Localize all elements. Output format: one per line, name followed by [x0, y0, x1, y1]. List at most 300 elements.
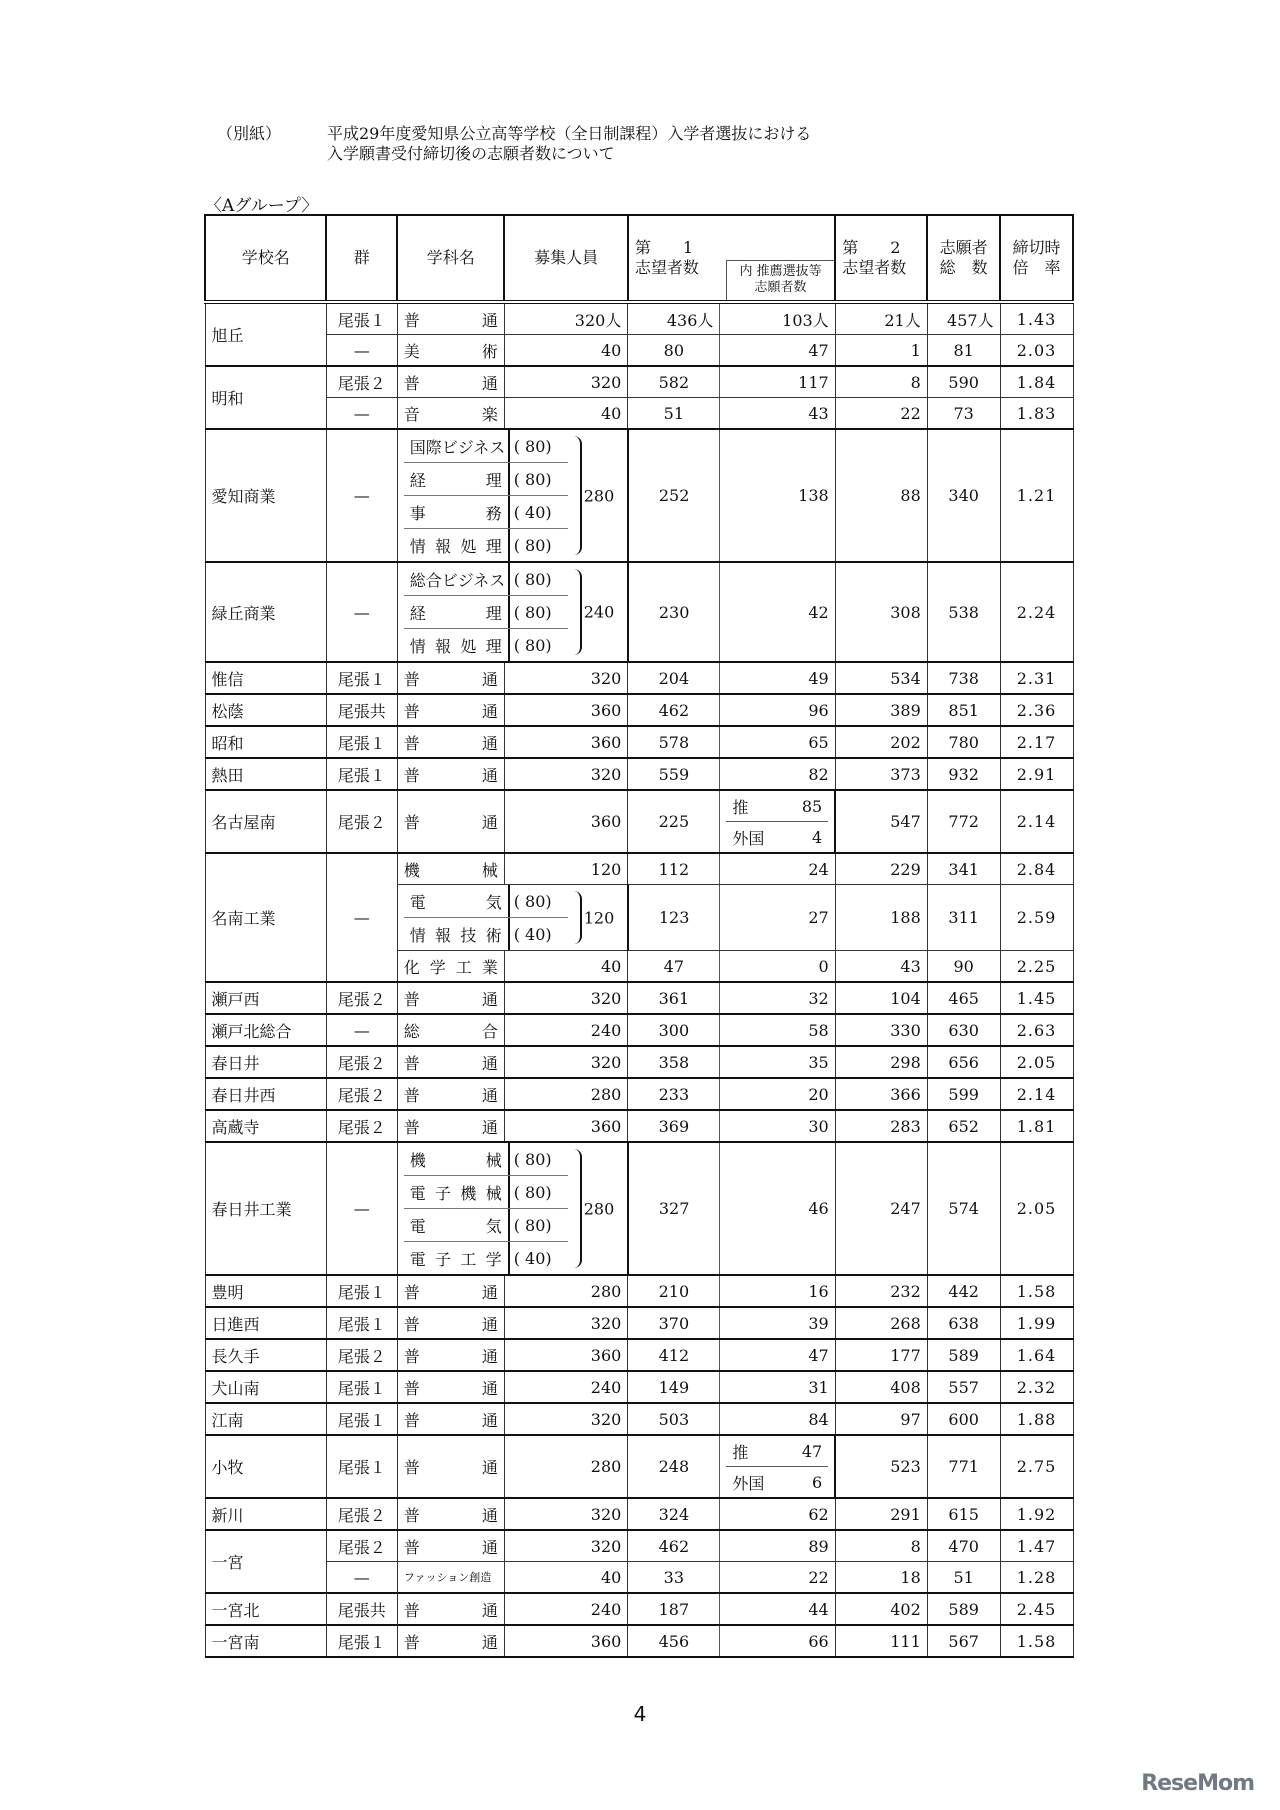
- first-choice: 582: [628, 366, 720, 398]
- sub-capacity: ( 80): [513, 602, 552, 622]
- recommend: 27: [720, 885, 835, 951]
- table-row: [205, 694, 1073, 726]
- second-choice: 408: [835, 1371, 927, 1403]
- ratio: 2.36: [1000, 694, 1073, 726]
- recommend: 96: [720, 694, 835, 726]
- sub-dept: 電 気: [409, 892, 502, 912]
- first-choice: 123: [628, 885, 720, 951]
- total: 656: [927, 1046, 1000, 1078]
- ratio: 2.25: [1000, 951, 1073, 983]
- dept: 普通: [397, 1403, 504, 1435]
- recommend: 84: [720, 1403, 835, 1435]
- first-choice: 300: [628, 1014, 720, 1046]
- ratio: 2.31: [1000, 662, 1073, 694]
- first-choice: 33: [628, 1562, 720, 1594]
- col-capacity: 募集人員: [504, 215, 627, 302]
- school-name: 一宮: [205, 1530, 326, 1593]
- recommend: 16: [720, 1275, 835, 1307]
- second-choice: 8: [835, 1530, 927, 1562]
- col-recommend: 内 推薦選抜等 志願者数: [726, 260, 834, 300]
- dept: 普通: [397, 366, 504, 398]
- table-row: [205, 1078, 1073, 1110]
- recommend: 117: [720, 366, 835, 398]
- recommend: 58: [720, 1014, 835, 1046]
- ratio: 2.14: [1000, 790, 1073, 853]
- ratio: 2.75: [1000, 1435, 1073, 1498]
- school-name: 犬山南: [205, 1371, 326, 1403]
- sub-dept: 情 報 処 理: [409, 636, 502, 656]
- group: 尾張２: [326, 1078, 397, 1110]
- second-choice: 88: [835, 429, 927, 562]
- recommend-split: [720, 790, 835, 853]
- dept: 普通: [397, 1046, 504, 1078]
- capacity: 280: [583, 486, 615, 505]
- sub-dept: 機 械: [409, 1150, 502, 1170]
- first-choice: 47: [628, 951, 720, 983]
- first-choice: 358: [628, 1046, 720, 1078]
- school-name: 松蔭: [205, 694, 326, 726]
- applicants-table: [204, 214, 1074, 1658]
- table-row: [205, 1142, 1073, 1275]
- capacity: 280: [583, 1199, 615, 1218]
- group: 尾張２: [326, 1530, 397, 1562]
- document-title: [327, 124, 811, 164]
- school-name: 一宮北: [205, 1593, 326, 1625]
- recommend: 30: [720, 1110, 835, 1142]
- recommend: 24: [720, 853, 835, 885]
- first-choice: 370: [628, 1307, 720, 1339]
- dept: 普通: [397, 1078, 504, 1110]
- group: —: [326, 1014, 397, 1046]
- dept: 美術: [397, 335, 504, 367]
- second-choice: 247: [835, 1142, 927, 1275]
- second-choice: 389: [835, 694, 927, 726]
- first-choice: 248: [628, 1435, 720, 1498]
- total: 589: [927, 1593, 1000, 1625]
- group: 尾張２: [326, 790, 397, 853]
- capacity: 40: [504, 335, 627, 367]
- first-choice: 369: [628, 1110, 720, 1142]
- table-row: [205, 562, 1073, 662]
- table-row: [205, 1339, 1073, 1371]
- school-name: 名南工業: [205, 853, 326, 982]
- recommend: 49: [720, 662, 835, 694]
- recommend: 66: [720, 1625, 835, 1657]
- group: —: [326, 853, 397, 982]
- capacity: 360: [504, 726, 627, 758]
- capacity: 40: [504, 1562, 627, 1594]
- table-row: [205, 1530, 1073, 1562]
- recommend: 46: [720, 1142, 835, 1275]
- ratio: 2.17: [1000, 726, 1073, 758]
- school-name: 一宮南: [205, 1625, 326, 1657]
- table-row: [205, 1403, 1073, 1435]
- rec-value: 47: [801, 1441, 823, 1461]
- sub-capacity: ( 80): [513, 1182, 552, 1202]
- recommend: 62: [720, 1498, 835, 1530]
- group: 尾張１: [326, 1435, 397, 1498]
- capacity: 240: [504, 1371, 627, 1403]
- ratio: 1.47: [1000, 1530, 1073, 1562]
- school-name: 新川: [205, 1498, 326, 1530]
- brace-icon: [568, 430, 621, 561]
- recommend: 47: [720, 1339, 835, 1371]
- total: 90: [927, 951, 1000, 983]
- first-choice: 462: [628, 1530, 720, 1562]
- table-row: [205, 758, 1073, 790]
- sub-capacity: ( 80): [513, 469, 552, 489]
- rec-value: 4: [812, 827, 823, 847]
- recommend: 22: [720, 1562, 835, 1594]
- first-choice: 436人: [628, 302, 720, 335]
- table-row: [205, 1435, 1073, 1498]
- ratio: 2.03: [1000, 335, 1073, 367]
- second-choice: 298: [835, 1046, 927, 1078]
- dept: 普通: [397, 790, 504, 853]
- recommend: 103人: [720, 302, 835, 335]
- ratio: 2.32: [1000, 1371, 1073, 1403]
- recommend: 65: [720, 726, 835, 758]
- first-choice: 327: [628, 1142, 720, 1275]
- total: 538: [927, 562, 1000, 662]
- capacity: 320: [504, 1530, 627, 1562]
- first-choice: 252: [628, 429, 720, 562]
- sub-capacity: ( 80): [513, 1149, 552, 1169]
- school-name: 春日井: [205, 1046, 326, 1078]
- capacity: 320: [504, 982, 627, 1014]
- first-choice: 233: [628, 1078, 720, 1110]
- sub-dept: 電 気: [409, 1216, 502, 1236]
- table-row: [205, 398, 1073, 430]
- first-choice: 230: [628, 562, 720, 662]
- group: —: [326, 1562, 397, 1594]
- page-number: 4: [633, 1702, 647, 1726]
- table-row: [205, 366, 1073, 398]
- school-name: 江南: [205, 1403, 326, 1435]
- second-choice: 402: [835, 1593, 927, 1625]
- dept: 音楽: [397, 398, 504, 430]
- total: 638: [927, 1307, 1000, 1339]
- recommend: 138: [720, 429, 835, 562]
- school-name: 長久手: [205, 1339, 326, 1371]
- ratio: 2.05: [1000, 1142, 1073, 1275]
- table-row: [205, 1371, 1073, 1403]
- first-choice: 149: [628, 1371, 720, 1403]
- school-name: 高蔵寺: [205, 1110, 326, 1142]
- capacity: 320: [504, 1307, 627, 1339]
- brace-icon: [568, 1143, 621, 1274]
- rec-label: 推: [732, 797, 749, 817]
- group: —: [326, 335, 397, 367]
- total: 600: [927, 1403, 1000, 1435]
- school-name: 旭丘: [205, 302, 326, 366]
- sub-capacity: ( 80): [513, 436, 552, 456]
- capacity: 320: [504, 662, 627, 694]
- watermark-logo: ReseMom: [1141, 1771, 1254, 1796]
- group: 尾張２: [326, 1339, 397, 1371]
- brace-icon: [568, 563, 621, 661]
- group: 尾張１: [326, 1371, 397, 1403]
- group: 尾張１: [326, 1307, 397, 1339]
- second-choice: 97: [835, 1403, 927, 1435]
- capacity: 40: [504, 951, 627, 983]
- ratio: 1.92: [1000, 1498, 1073, 1530]
- first-choice: 80: [628, 335, 720, 367]
- recommend: 44: [720, 1593, 835, 1625]
- second-choice: 330: [835, 1014, 927, 1046]
- recommend: 47: [720, 335, 835, 367]
- ratio: 2.45: [1000, 1593, 1073, 1625]
- recommend: 89: [720, 1530, 835, 1562]
- rec-label: 外国: [732, 1473, 765, 1493]
- second-choice: 229: [835, 853, 927, 885]
- total: 738: [927, 662, 1000, 694]
- ratio: 1.58: [1000, 1275, 1073, 1307]
- second-choice: 22: [835, 398, 927, 430]
- dept: 普通: [397, 982, 504, 1014]
- group: 尾張共: [326, 1593, 397, 1625]
- school-name: 小牧: [205, 1435, 326, 1498]
- recommend: 0: [720, 951, 835, 983]
- dept: 普通: [397, 1339, 504, 1371]
- total: 81: [927, 335, 1000, 367]
- dept-group: [397, 562, 628, 662]
- total: 630: [927, 1014, 1000, 1046]
- dept: 普通: [397, 662, 504, 694]
- second-choice: 43: [835, 951, 927, 983]
- sub-capacity: ( 80): [513, 891, 552, 911]
- first-choice: 210: [628, 1275, 720, 1307]
- total: 442: [927, 1275, 1000, 1307]
- recommend-split: [720, 1435, 835, 1498]
- total: 932: [927, 758, 1000, 790]
- total: 567: [927, 1625, 1000, 1657]
- second-choice: 308: [835, 562, 927, 662]
- capacity: 120: [504, 853, 627, 885]
- ratio: 1.84: [1000, 366, 1073, 398]
- col-total: 志願者 総 数: [927, 215, 1000, 302]
- sub-dept: 事 務: [409, 503, 502, 523]
- ratio: 2.24: [1000, 562, 1073, 662]
- capacity: 240: [583, 602, 615, 622]
- group: 尾張１: [326, 1403, 397, 1435]
- dept-group: [397, 429, 628, 562]
- ratio: 2.91: [1000, 758, 1073, 790]
- dept-group: [397, 885, 628, 951]
- dept: 普通: [397, 1371, 504, 1403]
- second-choice: 373: [835, 758, 927, 790]
- group: 尾張１: [326, 726, 397, 758]
- rec-label: 推: [732, 1442, 749, 1462]
- second-choice: 21人: [835, 302, 927, 335]
- recommend: 31: [720, 1371, 835, 1403]
- table-row: [205, 790, 1073, 853]
- school-name: 豊明: [205, 1275, 326, 1307]
- dept: 普通: [397, 1498, 504, 1530]
- dept: 普通: [397, 758, 504, 790]
- total: 615: [927, 1498, 1000, 1530]
- sub-capacity: ( 40): [513, 502, 552, 522]
- second-choice: 268: [835, 1307, 927, 1339]
- dept: ファッション創造: [397, 1562, 504, 1594]
- capacity: 320: [504, 758, 627, 790]
- capacity: 360: [504, 1110, 627, 1142]
- second-choice: 202: [835, 726, 927, 758]
- first-choice: 204: [628, 662, 720, 694]
- second-choice: 18: [835, 1562, 927, 1594]
- total: 470: [927, 1530, 1000, 1562]
- total: 851: [927, 694, 1000, 726]
- total: 457人: [927, 302, 1000, 335]
- sub-capacity: ( 40): [513, 924, 552, 944]
- recommend: 42: [720, 562, 835, 662]
- ratio: 1.21: [1000, 429, 1073, 562]
- first-choice: 225: [628, 790, 720, 853]
- second-choice: 534: [835, 662, 927, 694]
- group: —: [326, 429, 397, 562]
- ratio: 2.59: [1000, 885, 1073, 951]
- group: 尾張共: [326, 694, 397, 726]
- total: 341: [927, 853, 1000, 885]
- table-row: [205, 1110, 1073, 1142]
- table-row: [205, 429, 1073, 562]
- title-line-2: 入学願書受付締切後の志願者数について: [327, 144, 615, 163]
- total: 772: [927, 790, 1000, 853]
- capacity: 320: [504, 1046, 627, 1078]
- rec-value: 6: [812, 1472, 823, 1492]
- school-name: 愛知商業: [205, 429, 326, 562]
- sub-capacity: ( 80): [513, 569, 552, 589]
- table-row: [205, 853, 1073, 885]
- first-choice: 361: [628, 982, 720, 1014]
- dept: 機 械: [397, 853, 504, 885]
- dept: 普通: [397, 1435, 504, 1498]
- capacity: 320: [504, 366, 627, 398]
- table-row: [205, 1625, 1073, 1657]
- ratio: 2.63: [1000, 1014, 1073, 1046]
- sub-dept: 情 報 処 理: [409, 536, 502, 556]
- ratio: 1.43: [1000, 302, 1073, 335]
- second-choice: 291: [835, 1498, 927, 1530]
- second-choice: 232: [835, 1275, 927, 1307]
- capacity: 240: [504, 1593, 627, 1625]
- ratio: 1.58: [1000, 1625, 1073, 1657]
- ratio: 2.84: [1000, 853, 1073, 885]
- school-name: 瀬戸北総合: [205, 1014, 326, 1046]
- group: 尾張１: [326, 1275, 397, 1307]
- capacity: 320人: [504, 302, 627, 335]
- dept: 普通: [397, 1307, 504, 1339]
- ratio: 1.28: [1000, 1562, 1073, 1594]
- total: 51: [927, 1562, 1000, 1594]
- first-choice: 187: [628, 1593, 720, 1625]
- ratio: 2.14: [1000, 1078, 1073, 1110]
- rec-label: 外国: [732, 828, 765, 848]
- dept: 普通: [397, 1530, 504, 1562]
- total: 652: [927, 1110, 1000, 1142]
- second-choice: 104: [835, 982, 927, 1014]
- group: 尾張２: [326, 1110, 397, 1142]
- table-row: [205, 1562, 1073, 1594]
- table-row: [205, 1593, 1073, 1625]
- group: 尾張２: [326, 982, 397, 1014]
- first-choice: 462: [628, 694, 720, 726]
- school-name: 春日井西: [205, 1078, 326, 1110]
- dept: 普通: [397, 1593, 504, 1625]
- rec-value: 85: [801, 796, 823, 816]
- total: 465: [927, 982, 1000, 1014]
- capacity: 280: [504, 1435, 627, 1498]
- recommend: 20: [720, 1078, 835, 1110]
- group: —: [326, 398, 397, 430]
- brace-icon: [568, 885, 621, 950]
- dept: 普通: [397, 726, 504, 758]
- total: 771: [927, 1435, 1000, 1498]
- second-choice: 523: [835, 1435, 927, 1498]
- group: —: [326, 562, 397, 662]
- ratio: 1.83: [1000, 398, 1073, 430]
- capacity: 360: [504, 1625, 627, 1657]
- recommend: 39: [720, 1307, 835, 1339]
- second-choice: 283: [835, 1110, 927, 1142]
- ratio: 1.64: [1000, 1339, 1073, 1371]
- sub-dept: 経 理: [409, 603, 502, 623]
- sub-capacity: ( 80): [513, 1215, 552, 1235]
- capacity: 360: [504, 790, 627, 853]
- group: 尾張２: [326, 1498, 397, 1530]
- dept: 普通: [397, 302, 504, 335]
- first-choice: 112: [628, 853, 720, 885]
- sub-dept: 電 子 機 械: [409, 1183, 502, 1203]
- capacity: 320: [504, 1498, 627, 1530]
- table-row: [205, 1014, 1073, 1046]
- group-label: 〈Aグループ〉: [205, 196, 319, 216]
- capacity: 240: [504, 1014, 627, 1046]
- ratio: 1.45: [1000, 982, 1073, 1014]
- col-dept: 学科名: [397, 215, 504, 302]
- capacity: 360: [504, 1339, 627, 1371]
- ratio: 1.81: [1000, 1110, 1073, 1142]
- second-choice: 547: [835, 790, 927, 853]
- second-choice: 188: [835, 885, 927, 951]
- dept: 総合: [397, 1014, 504, 1046]
- sub-capacity: ( 80): [513, 635, 552, 655]
- dept: 普通: [397, 1110, 504, 1142]
- attachment-label: （別紙）: [217, 124, 282, 143]
- total: 311: [927, 885, 1000, 951]
- capacity: 280: [504, 1275, 627, 1307]
- total: 557: [927, 1371, 1000, 1403]
- total: 73: [927, 398, 1000, 430]
- table-row: [205, 1307, 1073, 1339]
- school-name: 瀬戸西: [205, 982, 326, 1014]
- dept: 化 学 工 業: [397, 951, 504, 983]
- sub-dept: 情 報 技 術: [409, 925, 502, 945]
- first-choice: 559: [628, 758, 720, 790]
- school-name: 日進西: [205, 1307, 326, 1339]
- total: 599: [927, 1078, 1000, 1110]
- group: 尾張２: [326, 366, 397, 398]
- group: —: [326, 1142, 397, 1275]
- first-choice: 51: [628, 398, 720, 430]
- table-row: [205, 302, 1073, 335]
- capacity: 280: [504, 1078, 627, 1110]
- ratio: 1.88: [1000, 1403, 1073, 1435]
- school-name: 明和: [205, 366, 326, 429]
- table-row: [205, 662, 1073, 694]
- total: 340: [927, 429, 1000, 562]
- dept: 普通: [397, 694, 504, 726]
